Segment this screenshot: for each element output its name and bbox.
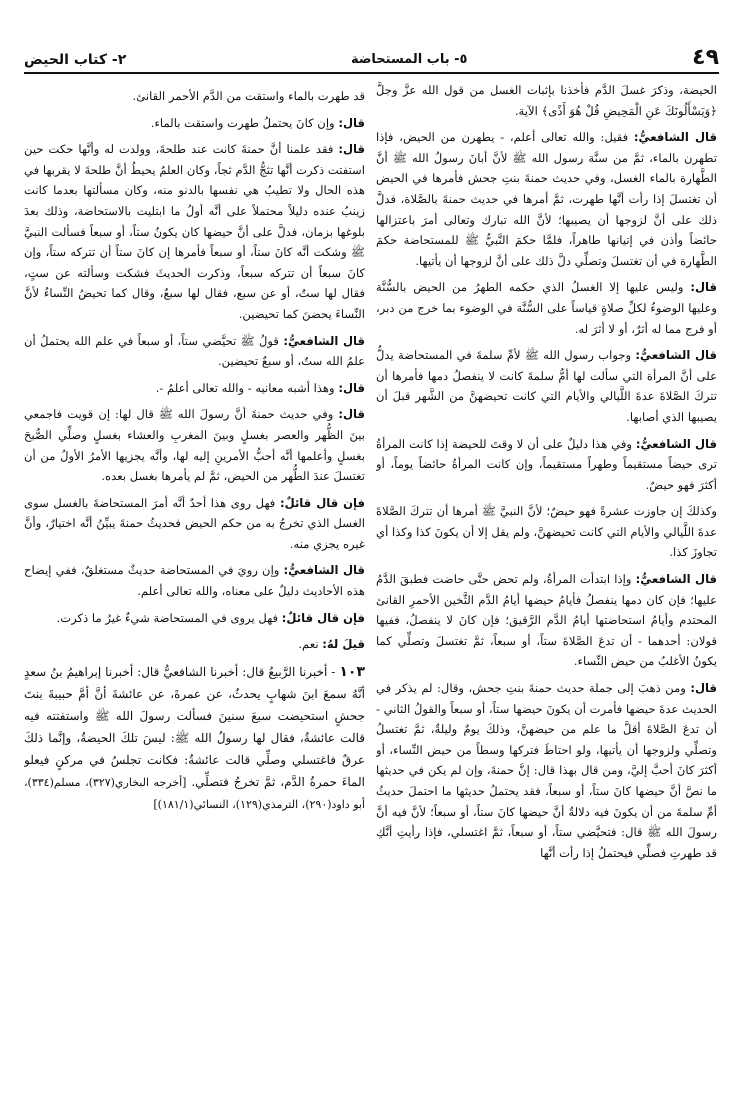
paragraph-text: وفي حديث حمنةَ أنَّ رسولَ الله ﷺ قال لها: إن قويت فاجمعي بينَ الظُّهر والعصر بغسلٍ وبينَ المغربِ والعشاء بغسلٍ وصلِّي الصُّبحَ بغسلٍ وأعلمها أنَّه أحبُّ الأمرينِ إليه لها، وأنَّه يجزيها الأمرُ الأولُ من أن تغتسلَ عندَ الطُّهر من الحيض، ثمَّ لم يأمرها بغسل بعده. <box>24 407 365 484</box>
hadith-number: ١٠٣ <box>339 663 365 680</box>
paragraph <box>376 127 717 271</box>
paragraph-text: قد طهرت بالماء واستقت من الدَّم الأحمر القانئ. <box>132 89 365 103</box>
paragraph-text: نعم. <box>298 637 319 652</box>
paragraph <box>24 378 365 399</box>
paragraph-text: ومن ذهبَ إلى جملة حديث حمنةَ بنتِ جحش، وقال: لم يذكر في الحديث عدةَ حيضها فأمرت أن يكونَ حيضها ستاً، أو سبعاً والقولُ الثاني - أن تدعَ الصَّلاةَ أقلَّ ما علم من حيضهنَّ، وذلكَ يومٌ وليلةٌ، ثمَّ تغتسلُ وتصلِّي ولزوجها أن يأتيها، ولو احتاطَ فتركها وسطاً من حيض النِّساء، أو أكثرَ كانَ أحبَّ إليَّ، ومن قال بهذا قال: إنَّ حمنةَ، وإن لم يكن في حديثها ما نصَّ أنَّ حيضها كانَ ستاً، أو سبعاً، فقد يحتملُ حديثها ما احتملَ حديثُ أمِّ سلمةَ من أن يكونَ فيه دلالةٌ أنَّ حيضها كانَ ستاً، أو سبعاً؛ لأنَّ فيه أنَّ رسولَ الله ﷺ قال: فتحيَّضي ستاً، أو سبعاً، ثمَّ اغتسلي، فإذا رأيتِ أنَّكِ قد طهرتِ فصلِّي فيحتملُ إذا رأت أنَّها <box>376 681 717 860</box>
left-column <box>24 86 365 1091</box>
paragraph-text: الحيضة، وذكرَ غسلَ الدَّم فأخذنا بإثبات الغسل من قول الله عزَّ وجلَّ ﴿وَيَسْأَلُونَكَ عَنِ الْمَحِيضِ قُلْ هُوَ أَذًى﴾ الآية. <box>376 83 717 118</box>
paragraph-text: وإن كانَ يحتملُ طهرت واستقت بالماء. <box>150 115 335 130</box>
paragraph <box>376 434 717 496</box>
speaker-label: قال الشافعيُّ: <box>635 436 717 451</box>
speaker-label: قال: <box>338 142 365 157</box>
speaker-label: قال الشافعيُّ: <box>635 348 717 363</box>
paragraph-text: وإذا ابتدأت المرأةُ، ولم تحض حتَّى حاضت فطبقَ الدَّمُ عليها؛ فإن كان دمها ينفصلُ فأيامُ حيضها أيامُ الدَّم الثَّخين الأحمرِ القانئ المحتدم وأيامُ استحاضتها أيامُ الدَّم الرَّقيق؛ فإن كانَ لا ينفصلُ، ففيها قولان: أحدهما - أن تدعَ الصَّلاةَ ستاً، أو سبعاً، ثمَّ تغتسلَ وتصلِّي كما يكونُ الأغلبُ من حيض النِّساء. <box>376 572 717 669</box>
paragraph-text: فهل يروى في المستحاضة شيءٌ غيرُ ما ذكرت. <box>56 610 279 625</box>
paragraph-text: وإن رويَ في المستحاضة حديثٌ مستغلقٌ، ففي إيضاح هذه الأحاديث دليلٌ على معناه، والله تعالى أعلم. <box>24 563 365 599</box>
speaker-label: قال الشافعيُّ: <box>635 572 717 587</box>
speaker-label: قيلَ لهُ: <box>322 637 365 652</box>
paragraph <box>24 113 365 134</box>
paragraph-text: وكذلكَ إن جاوزت عشرةً فهو حيضٌ؛ لأنَّ النبيَّ ﷺ أمرها أن تتركَ الصَّلاةَ عدةَ اللَّيالي والأيام التي كانت تحيضهنَّ، ولم يقل إلا أن يكونَ كذا وكذا أي تجاوزَ كذا. <box>376 504 717 560</box>
paragraph <box>24 86 365 107</box>
speaker-label: قال الشافعيُّ: <box>283 333 365 348</box>
paragraph <box>376 678 717 863</box>
speaker-label: قال: <box>690 280 717 295</box>
paragraph-text: وهذا أشبه معانيه - والله تعالى أعلمُ -. <box>155 380 335 395</box>
paragraph <box>376 277 717 339</box>
left-column-paragraphs <box>24 86 365 655</box>
paragraph-text: وفي هذا دليلٌ على أن لا وقتَ للحيضة إذا كانت المرأةُ ترى حيضاً مستقيماً وطهراً مستقيماً، وإن كانت المرأةُ حائضاً يوماً، أو أكثرَ فهو حيضٌ. <box>376 436 717 492</box>
paragraph <box>24 139 365 324</box>
speaker-label: قال: <box>690 681 717 696</box>
paragraph <box>24 493 365 555</box>
speaker-label: قال الشافعيُّ: <box>283 563 365 578</box>
hadith-reference: [أخرجه البخاري(٣٢٧)، مسلم(٣٣٤)، أبو داود(٢٩٠)، الترمذي(١٢٩)، النسائي(١٨١/١)] <box>24 775 365 811</box>
section-title: ٥- باب المستحاضة <box>350 52 468 67</box>
paragraph <box>24 560 365 601</box>
right-column <box>376 80 717 1085</box>
speaker-label: قال: <box>338 115 365 130</box>
paragraph <box>376 569 717 672</box>
paragraph <box>376 80 717 121</box>
paragraph-text: وجواب رسول الله ﷺ لأمِّ سلمةَ في المستحاضة يدلُّ على أنَّ المرأة التي سألت لها أمُّ سلمةَ كانت لا ينفصلُ دمها فأمرها أن تتركَ الصَّلاةَ عدةَ اللَّيالي والأيام التي كانت تحيضهنَّ من الشَّهر قبلَ أن يصيبها الذي أصابها. <box>376 348 717 424</box>
book-title: ٢- كتاب الحيض <box>24 52 127 68</box>
speaker-label: قال الشافعيُّ: <box>633 130 717 145</box>
paragraph-text: قولُ ﷺ تحيَّضي ستاً، أو سبعاً في علم الله يحتملُ أن علمُ الله ستٌ، أو سبعٌ تحيضين. <box>24 333 365 369</box>
hadith-text: - أخبرنا الرَّبيعُ قال: أخبرنا الشافعيُّ قال: أخبرنا إبراهيمُ بنُ سعدٍ أنَّهُ سمعَ ابنَ شهابٍ يحدثُ، عن عمرةَ، عن عائشةَ أنَّ أمَّ حبيبةَ بنتَ جحشٍ استحيضت سبعَ سنينَ فسألت رسولَ الله ﷺ واستفتته فيه قالت عائشةُ، فقال لها رسولُ الله ﷺ: ليسَ تلكَ الحيضةُ، وإنَّما ذلكَ عرقٌ فاغتسلي وصلِّي قالت عائشةُ: فكانت تجلسُ في مركنٍ فيعلو الماءَ حمرةُ الدَّم، ثمَّ تخرجُ فتصلِّي. <box>24 664 365 789</box>
speaker-label: فإن قال قائلٌ: <box>279 495 365 510</box>
paragraph <box>376 345 717 427</box>
speaker-label: فإن قال قائلٌ: <box>281 610 365 625</box>
paragraph <box>376 501 717 563</box>
hadith-block <box>24 661 365 815</box>
page-header <box>24 44 719 74</box>
paragraph-text: فقد علمنا أنَّ حمنةَ كانت عند طلحةَ، وولدت له وأنَّها حكت حين استفتت ذكرت أنَّها تثجُّ الدَّم ثجاً، وكان العلمُ يحيطُ أنَّ طلحةَ لا يقربها في هذه الحال ولا تطيبُ هي نفسها بالدنو منه، وكان مسألتها بعدما كانت زينبُ عنده دليلاً محتملاً على أنَّه أولُ ما ابتليت بالاستحاضة، وذلك بعدَ بلوغها بزمان، فدلَّ على أنَّ حيضها كان يكونُ ستاً، أو سبعاً فسألت النبيَّ ﷺ وشكت أنَّه كانَ ستاً، أو سبعاً فأمرها إن كانَ ستاً أن تتركه ستاً، وإن كانَ سبعاً أن تتركه سبعاً، وذكرت الحديثَ فشكت وسألته عن ستٍ، فقال لها ستٌ، أو عن سبع، فقال لها سبعٌ، وقال كما تحيضُ النِّساءُ لأنَّ النِّساءَ يحضنَ كما تحيضين. <box>24 142 365 321</box>
speaker-label: قال: <box>338 407 365 422</box>
speaker-label: قال: <box>338 380 365 395</box>
paragraph <box>24 404 365 486</box>
paragraph-text: فهل روى هذا أحدٌ أنَّه أمرَ المستحاضةَ بالغسل سوى الغسل الذي تخرجُ به من حكم الحيض فحديثُ حمنةَ يبيِّنُ أنَّه اختيارٌ، وأنَّ غيره يجزي منه. <box>24 495 365 551</box>
paragraph <box>24 634 365 655</box>
paragraph-text: وليس عليها إلا الغسلُ الذي حكمه الطهرُ من الحيض بالسُّنَّة وعليها الوضوءُ لكلِّ صلاةٍ قياساً على السُّنَّة في الوضوء بما خرج من دبر، أو فرج مما له أثرٌ، أو لا أثرَ له. <box>376 280 717 336</box>
paragraph-text: فقيل: والله تعالى أعلم، - يطهرن من الحيض، فإذا تطهرن بالماء، ثمَّ من سنَّة رسول الله ﷺ لأنَّ أبانَ رسولُ الله ﷺ أنَّ الطَّهارة بالماء الغسل، وفي حديث حمنةَ بنتِ جحش فأمرها في الحيض أن تغتسلَ إذا رأت أنَّها طهرت، ثمَّ أمرها في حديث حمنةَ بالصَّلاة، فدلَّ ذلك على أنَّ لزوجها أن يصيبها؛ لأنَّ الله تبارك وتعالى أمرَ باعتزالها حائضاً وأذن في إتيانها طاهراً، فلمَّا حكمَ النَّبيُّ ﷺ للمستحاضة حكمَ الطَّهارة في أن تغتسلَ وتصلِّي دلَّ ذلك على أنَّ لزوجها أن يأتيها. <box>376 130 717 268</box>
paragraph <box>24 608 365 629</box>
page-number: ٤٩ <box>692 45 719 70</box>
paragraph <box>24 331 365 372</box>
